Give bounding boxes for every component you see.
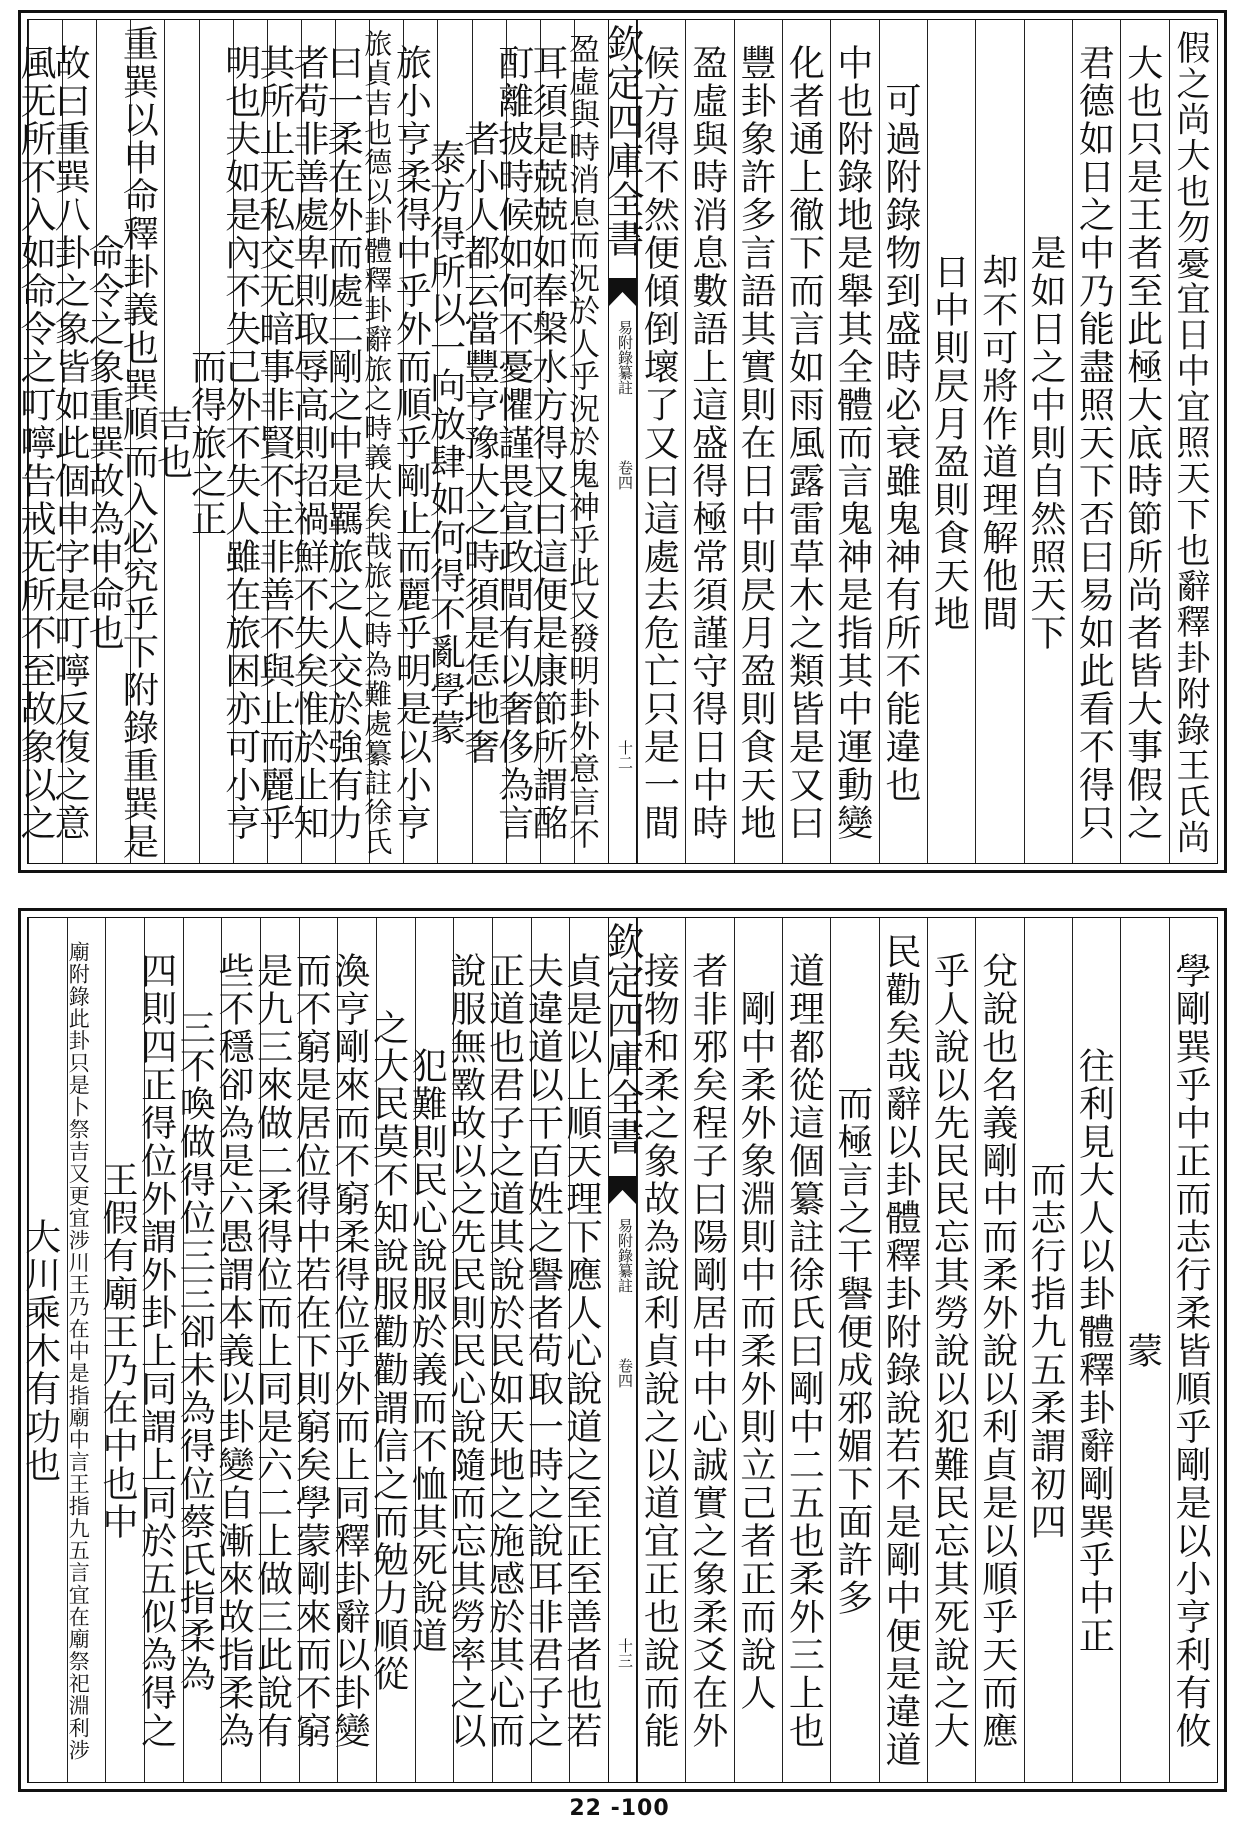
text-column	[322, 20, 369, 863]
upper-leaf-number: 十二	[616, 740, 634, 770]
column-text: 盈虛與時消息數語上這盛得極常須謹守得日中時	[686, 43, 728, 842]
column-text: 日中則昃月盈則食天地	[928, 252, 970, 633]
text-column	[19, 918, 67, 1782]
column-text: 是九三來做二柔得位而上同是六二上做三此說有	[251, 952, 293, 1750]
text-column	[483, 918, 531, 1782]
text-column	[1024, 20, 1072, 863]
text-column	[563, 20, 608, 863]
lower-page-frame	[19, 917, 1218, 1783]
text-column	[49, 20, 96, 863]
column-text: 乎人說以先民民忘其勞說以犯難民忘其死說之大	[928, 952, 970, 1750]
column-text: 曰一柔在外而處二剛之中是羈旅之人交於強有力	[322, 43, 364, 842]
column-text: 三不喚做得位三三卻未為得位蔡氏指柔為	[174, 1009, 216, 1693]
column-text: 是如日之中則自然照天下	[1025, 233, 1067, 652]
column-text: 者小人都云當豐亨豫大之時須是恁地奢	[458, 119, 500, 766]
upper-fish-tail-mark	[609, 278, 636, 306]
column-text: 而得旅之正	[185, 347, 227, 538]
column-text: 道理都從這個纂註徐氏曰剛中二五也柔外三上也	[783, 952, 825, 1750]
text-column	[288, 20, 335, 863]
column-text: 命令之象重巽故為申命也	[83, 233, 125, 652]
text-column	[830, 20, 878, 863]
text-column	[830, 918, 878, 1782]
text-column	[1072, 20, 1120, 863]
text-column	[685, 918, 733, 1782]
column-text: 可過附錄物到盛時必衰雖鬼神有所不能違也	[880, 81, 922, 804]
lower-right-half	[637, 918, 1217, 1782]
column-text: 說服無斁故以之先民則民心說隨而忘其勞率之以	[444, 952, 486, 1750]
text-column	[185, 20, 233, 863]
column-text: 大也只是王者至此極大底時節所尚者皆大事假之	[1121, 43, 1163, 842]
text-column	[975, 20, 1023, 863]
upper-book-name: 易附錄纂註	[616, 320, 634, 395]
text-column	[15, 20, 62, 863]
column-text: 四則四正得位外謂外卦上同謂上同於五似為得之	[135, 952, 177, 1750]
text-column	[927, 918, 975, 1782]
text-column	[212, 918, 260, 1782]
text-column	[96, 918, 144, 1782]
column-text: 王假有廟王乃在中也中	[96, 1161, 138, 1541]
column-text: 却不可將作道理解他間	[976, 252, 1018, 633]
text-column	[135, 918, 183, 1782]
column-text: 酊離披時候如何不憂懼謹畏宣政間有以奢侈為言	[492, 43, 534, 842]
column-text: 風无所不入如命令之叮嚀告戒无所不至故象以之	[15, 43, 56, 842]
lower-center-strip	[600, 918, 644, 1782]
text-column	[879, 20, 927, 863]
column-text: 兌說也名義剛中而柔外說以利貞是以順乎天而應	[976, 952, 1018, 1750]
column-text: 重巽以申命釋卦義也巽順而入必究乎下附錄重巽是	[117, 24, 159, 861]
column-text: 旅貞吉也德以卦體釋卦辭旅之時義大矣哉旅之時為難處纂註徐氏	[360, 28, 394, 857]
column-text: 者苟非善處卑則取辱高則招禍鮮不失矣惟於止知	[288, 43, 329, 842]
text-column	[424, 20, 471, 863]
text-column	[444, 918, 492, 1782]
upper-book-title: 欽定四庫全書	[600, 24, 644, 258]
column-text: 明也夫如是內不失己外不失人雖在旅困亦可小亨	[219, 43, 261, 842]
text-column	[1024, 918, 1072, 1782]
text-column	[367, 918, 415, 1782]
text-column	[492, 20, 540, 863]
text-column	[406, 918, 454, 1782]
column-text: 其所止无私交无暗事非賢不主非善不與止而麗乎	[253, 43, 295, 842]
column-text: 夫違道以干百姓之譽者苟取一時之說耳非君子之	[522, 952, 564, 1750]
lower-book-title: 欽定四庫全書	[600, 922, 644, 1156]
column-text: 假之尚大也勿憂宜日中宜照天下也辭釋卦附錄王氏尚	[1170, 29, 1210, 856]
column-text: 之大民莫不知說服勸勸謂信之而勉力順從	[367, 1009, 409, 1693]
lower-book-name: 易附錄纂註	[616, 1218, 634, 1293]
column-text: 接物和柔之象故為說利貞說之以道宜正也說而能	[638, 952, 680, 1750]
column-text: 泰方得所以一向放肆如何得不亂學蒙	[424, 138, 466, 747]
text-column	[1120, 918, 1168, 1782]
lower-volume-number: 卷四	[616, 1358, 634, 1388]
column-text: 大川乘木有功也	[19, 1218, 61, 1484]
text-column	[561, 918, 608, 1782]
text-column	[522, 918, 570, 1782]
text-column	[1120, 20, 1168, 863]
lower-left-half	[19, 918, 608, 1782]
lower-page	[18, 908, 1227, 1792]
text-column	[117, 20, 164, 863]
text-column	[879, 918, 927, 1782]
upper-volume-number: 卷四	[616, 460, 634, 490]
text-column	[328, 918, 376, 1782]
lower-leaf-number: 十三	[616, 1638, 634, 1668]
column-text: 盈虛與時消息而況於人乎況於鬼神乎此又發明卦外意言不	[563, 33, 599, 852]
text-column	[734, 918, 782, 1782]
text-column	[1169, 20, 1217, 863]
column-text: 故曰重巽八卦之象皆如此個申字是叮嚀反復之意	[49, 43, 91, 842]
text-column	[782, 20, 830, 863]
column-text: 者非邪矣程子曰陽剛居中中心誠實之象柔爻在外	[686, 952, 728, 1750]
upper-page-frame	[15, 19, 1218, 864]
text-column	[927, 20, 975, 863]
column-text: 貞是以上順天理下應人心說道之至正至善者也若	[561, 952, 602, 1750]
column-text: 些不穩卻為是六愚謂本義以卦變自漸來故指柔為	[212, 952, 254, 1750]
column-text: 中也附錄地是舉其全體而言鬼神是指其中運動變	[831, 43, 873, 842]
text-column	[360, 20, 403, 863]
upper-right-half	[637, 20, 1217, 863]
column-text: 民勸矣哉辭以卦體釋卦附錄說若不是剛中便是違道	[880, 933, 922, 1769]
column-text: 正道也君子之道其說於民如天地之施感於其心而	[483, 952, 525, 1750]
column-text: 豐卦象許多言語其實則在日中則昃月盈則食天地	[735, 43, 777, 842]
lower-fish-tail-mark	[609, 1176, 636, 1204]
text-column	[782, 918, 830, 1782]
text-column	[253, 20, 301, 863]
column-text: 化者通上徹下而言如雨風露雷草木之類皆是又曰	[783, 43, 825, 842]
text-column	[390, 20, 437, 863]
column-text: 而不窮是居位得中若在下則窮矣學蒙剛來而不窮	[290, 952, 332, 1750]
column-text: 犯難則民心說服於義而不恤其死說道	[406, 1047, 448, 1655]
text-column	[458, 20, 506, 863]
text-column	[151, 20, 198, 863]
text-column	[219, 20, 267, 863]
column-text: 吉也	[151, 404, 193, 481]
upper-center-strip	[600, 20, 644, 863]
column-text: 學剛巽乎中正而志行柔皆順乎剛是以小亨利有攸	[1170, 952, 1211, 1750]
text-column	[975, 918, 1023, 1782]
text-column	[1072, 918, 1120, 1782]
column-text: 廟附錄此卦只是卜祭吉又更宜涉川王乃在中是指廟中言王指九五言宜在廟祭祀淵利涉	[66, 940, 91, 1762]
column-text: 剛中柔外象淵則中而柔外則立己者正而說人	[735, 990, 777, 1712]
text-column	[526, 20, 574, 863]
upper-page	[15, 10, 1227, 873]
text-column	[67, 918, 106, 1782]
column-text: 君德如日之中乃能盡照天下否曰易如此看不得只	[1073, 43, 1115, 842]
column-text: 旅小亨柔得中乎外而順乎剛止而麗乎明是以小亨	[390, 43, 432, 842]
text-column	[251, 918, 299, 1782]
column-text: 蒙	[1121, 1332, 1163, 1370]
column-text: 往利見大人以卦體釋卦辭剛巽乎中正	[1073, 1047, 1115, 1655]
text-column	[174, 918, 222, 1782]
column-text: 候方得不然便傾倒壞了又曰這處去危亡只是一間	[638, 43, 680, 842]
text-column	[734, 20, 782, 863]
column-text: 而志行指九五柔謂初四	[1025, 1161, 1067, 1541]
text-column	[83, 20, 130, 863]
text-column	[1169, 918, 1217, 1782]
column-text: 耳須是兢兢如奉槃水方得又曰這便是康節所謂酩	[526, 43, 568, 842]
upper-left-half	[15, 20, 608, 863]
column-text: 而極言之干譽便成邪媚下面許多	[831, 1085, 873, 1617]
text-column	[290, 918, 338, 1782]
text-column	[685, 20, 733, 863]
column-text: 渙亨剛來而不窮柔得位乎外而上同釋卦辭以卦變	[328, 952, 370, 1750]
page-number: 22 -100	[569, 1796, 670, 1821]
